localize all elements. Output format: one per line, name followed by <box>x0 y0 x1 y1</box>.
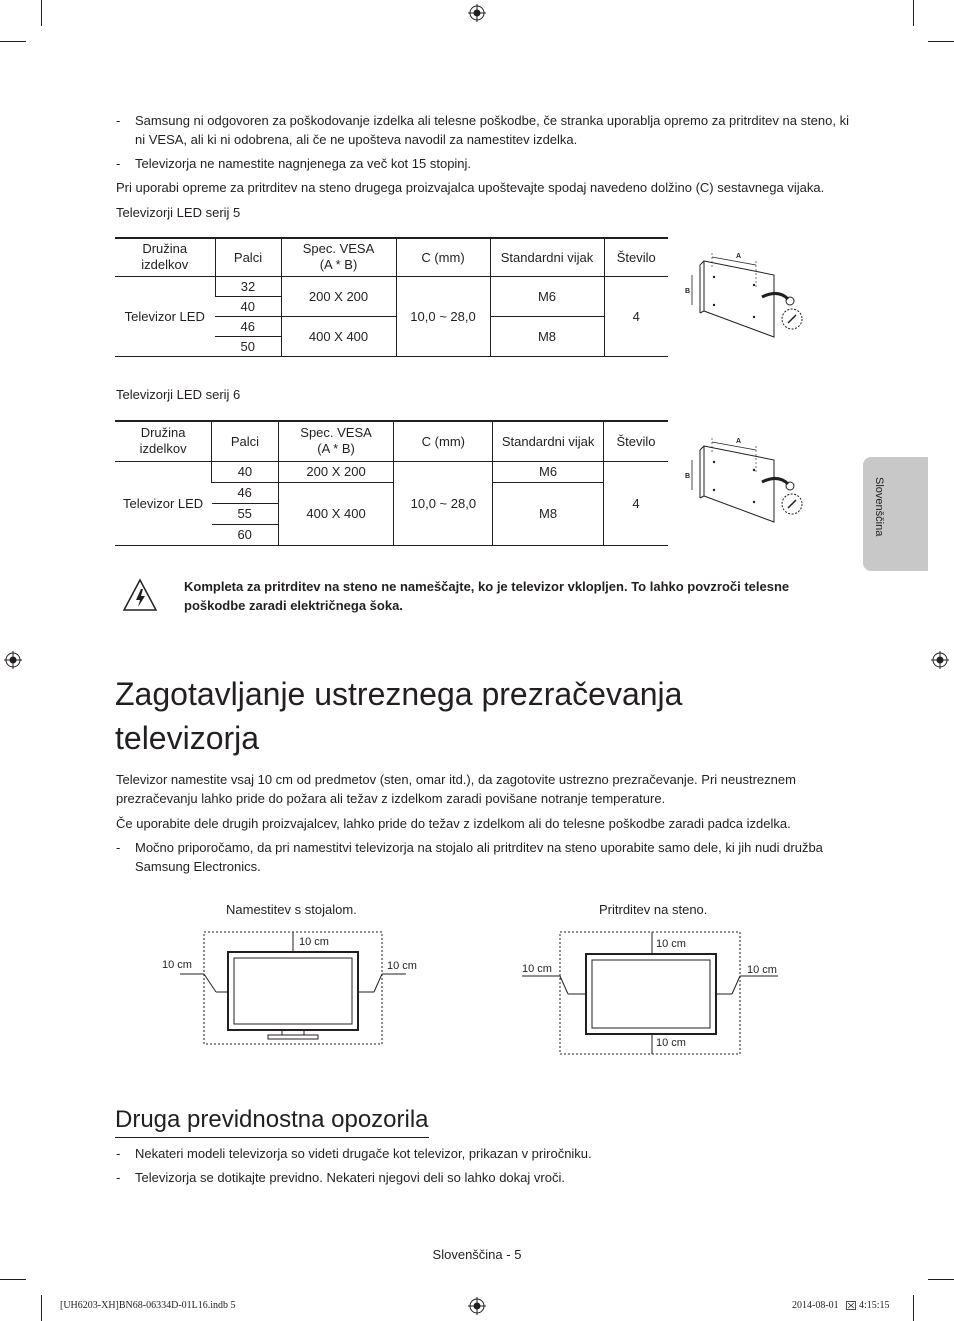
table-header: Palci <box>215 238 281 276</box>
table-header: Družina izdelkov <box>115 238 215 276</box>
table-cell: 50 <box>215 336 281 356</box>
table-cell: 4 <box>604 276 668 356</box>
table-cell: M6 <box>490 276 604 316</box>
distance-label: 10 cm <box>162 959 192 971</box>
table-cell: 40 <box>212 461 278 482</box>
svg-text:A: A <box>736 438 742 445</box>
registration-mark-icon <box>4 651 22 669</box>
crop-mark <box>913 1295 914 1321</box>
print-date: 2014-08-01 <box>792 1300 839 1311</box>
page-number: Slovenščina - 5 <box>432 1247 522 1262</box>
table-cell: 46 <box>212 482 278 503</box>
distance-label: 10 cm <box>387 960 417 972</box>
table-cell: 32 <box>215 276 281 296</box>
distance-label: 10 cm <box>299 936 329 948</box>
table5 <box>115 237 668 357</box>
crop-mark <box>913 0 914 26</box>
table-cell: 55 <box>212 503 278 524</box>
table-header: Palci <box>212 421 278 461</box>
intro-paragraph: Pri uporabi opreme za pritrditev na steno drugega proizvajalca upoštevajte spodaj navedeno dolžino (C) sestavnega vijaka. <box>116 180 825 195</box>
table-cell: M6 <box>493 461 604 482</box>
table-header: Število <box>603 421 668 461</box>
distance-label: 10 cm <box>656 1037 686 1049</box>
table-cell: 200 X 200 <box>278 461 394 482</box>
crop-mark <box>928 1279 954 1280</box>
stand-ventilation-diagram <box>160 928 420 1048</box>
intro-bullet: - Samsung ni odgovoren za poškodovanje izdelka ali telesne poškodbe, če stranka uporablja opremo za pritrditev na steno, ki ni VESA, ali ki ni odobrena, ali če ne upošteva navodil za namestitev izdelka. <box>116 113 849 147</box>
stand-diagram-title: Namestitev s stojalom. <box>226 902 357 917</box>
registration-mark-icon <box>468 1297 486 1315</box>
registration-mark-icon <box>931 651 949 669</box>
distance-label: 10 cm <box>522 963 552 975</box>
table-header: Spec. VESA (A * B) <box>281 238 396 276</box>
svg-text:A: A <box>736 253 742 260</box>
section-title: Druga previdnostna opozorila <box>115 1104 429 1138</box>
bullet: - Televizorja se dotikajte previdno. Nekateri njegovi deli so lahko dokaj vroči. <box>116 1170 565 1185</box>
table-header: C (mm) <box>396 238 490 276</box>
table-cell: M8 <box>493 482 604 545</box>
table-header: Družina izdelkov <box>115 421 212 461</box>
table-cell: 40 <box>215 296 281 316</box>
print-time: 4:15:15 <box>859 1300 890 1311</box>
table-cell: Televizor LED <box>115 461 212 545</box>
crop-mark <box>0 1279 26 1280</box>
table-cell: 60 <box>212 524 278 545</box>
electric-shock-warning-icon <box>122 578 158 612</box>
svg-text:B: B <box>685 473 691 480</box>
language-side-tab: Slovenščina <box>863 457 928 571</box>
table5-title: Televizorji LED serij 5 <box>116 205 241 220</box>
registration-mark-icon <box>468 4 486 22</box>
paragraph: Televizor namestite vsaj 10 cm od predmetov (sten, omar itd.), da zagotovite ustrezno prezračevanje. Pri neustreznem prezračevanju lahko pride do požara ali težav z izdelkom zaradi povišane notranje temperature. <box>116 772 796 806</box>
crop-mark <box>928 41 954 42</box>
warning-text: Kompleta za pritrditev na steno ne nameščajte, ko je televizor vklopljen. To lahko povzroči telesne poškodbe zaradi električnega šoka. <box>184 579 790 613</box>
wall-diagram-title: Pritrditev na steno. <box>599 902 708 917</box>
distance-label: 10 cm <box>747 964 777 976</box>
table-cell: 200 X 200 <box>281 276 396 316</box>
wall-mount-diagram <box>682 432 808 524</box>
table-cell: 400 X 400 <box>281 316 396 356</box>
wall-ventilation-diagram <box>520 928 782 1058</box>
table-cell: Televizor LED <box>115 276 215 356</box>
table6 <box>115 420 668 546</box>
table-cell: 400 X 400 <box>278 482 394 545</box>
section-title: Zagotavljanje ustreznega prezračevanja televizorja <box>115 676 683 756</box>
table6-title: Televizorji LED serij 6 <box>116 387 241 402</box>
clock-glyph-icon <box>846 1301 856 1310</box>
table-header: Spec. VESA (A * B) <box>278 421 394 461</box>
table-cell: 10,0 ~ 28,0 <box>396 276 490 356</box>
bullet: - Močno priporočamo, da pri namestitvi televizorja na stojalo ali pritrditev na steno uporabite samo dele, ki jih nudi družba Samsung Electronics. <box>116 840 823 874</box>
paragraph: Če uporabite dele drugih proizvajalcev, lahko pride do težav z izdelkom ali do telesne poškodbe zaradi padca izdelka. <box>116 816 791 831</box>
distance-label: 10 cm <box>656 938 686 950</box>
table-header: C (mm) <box>394 421 493 461</box>
print-file-name: [UH6203-XH]BN68-06334D-01L16.indb 5 <box>60 1300 236 1311</box>
table-header: Standardni vijak <box>490 238 604 276</box>
crop-mark <box>41 1295 42 1321</box>
intro-bullet: - Televizorja ne namestite nagnjenega za več kot 15 stopinj. <box>116 156 472 171</box>
table-header: Število <box>604 238 668 276</box>
crop-mark <box>0 41 26 42</box>
wall-mount-diagram <box>682 247 808 339</box>
bullet: - Nekateri modeli televizorja so videti drugače kot televizor, prikazan v priročniku. <box>116 1146 592 1161</box>
svg-text:B: B <box>685 288 691 295</box>
crop-mark <box>41 0 42 26</box>
table-cell: 4 <box>603 461 668 545</box>
table-cell: M8 <box>490 316 604 356</box>
table-header: Standardni vijak <box>493 421 604 461</box>
table-cell: 46 <box>215 316 281 336</box>
table-cell: 10,0 ~ 28,0 <box>394 461 493 545</box>
